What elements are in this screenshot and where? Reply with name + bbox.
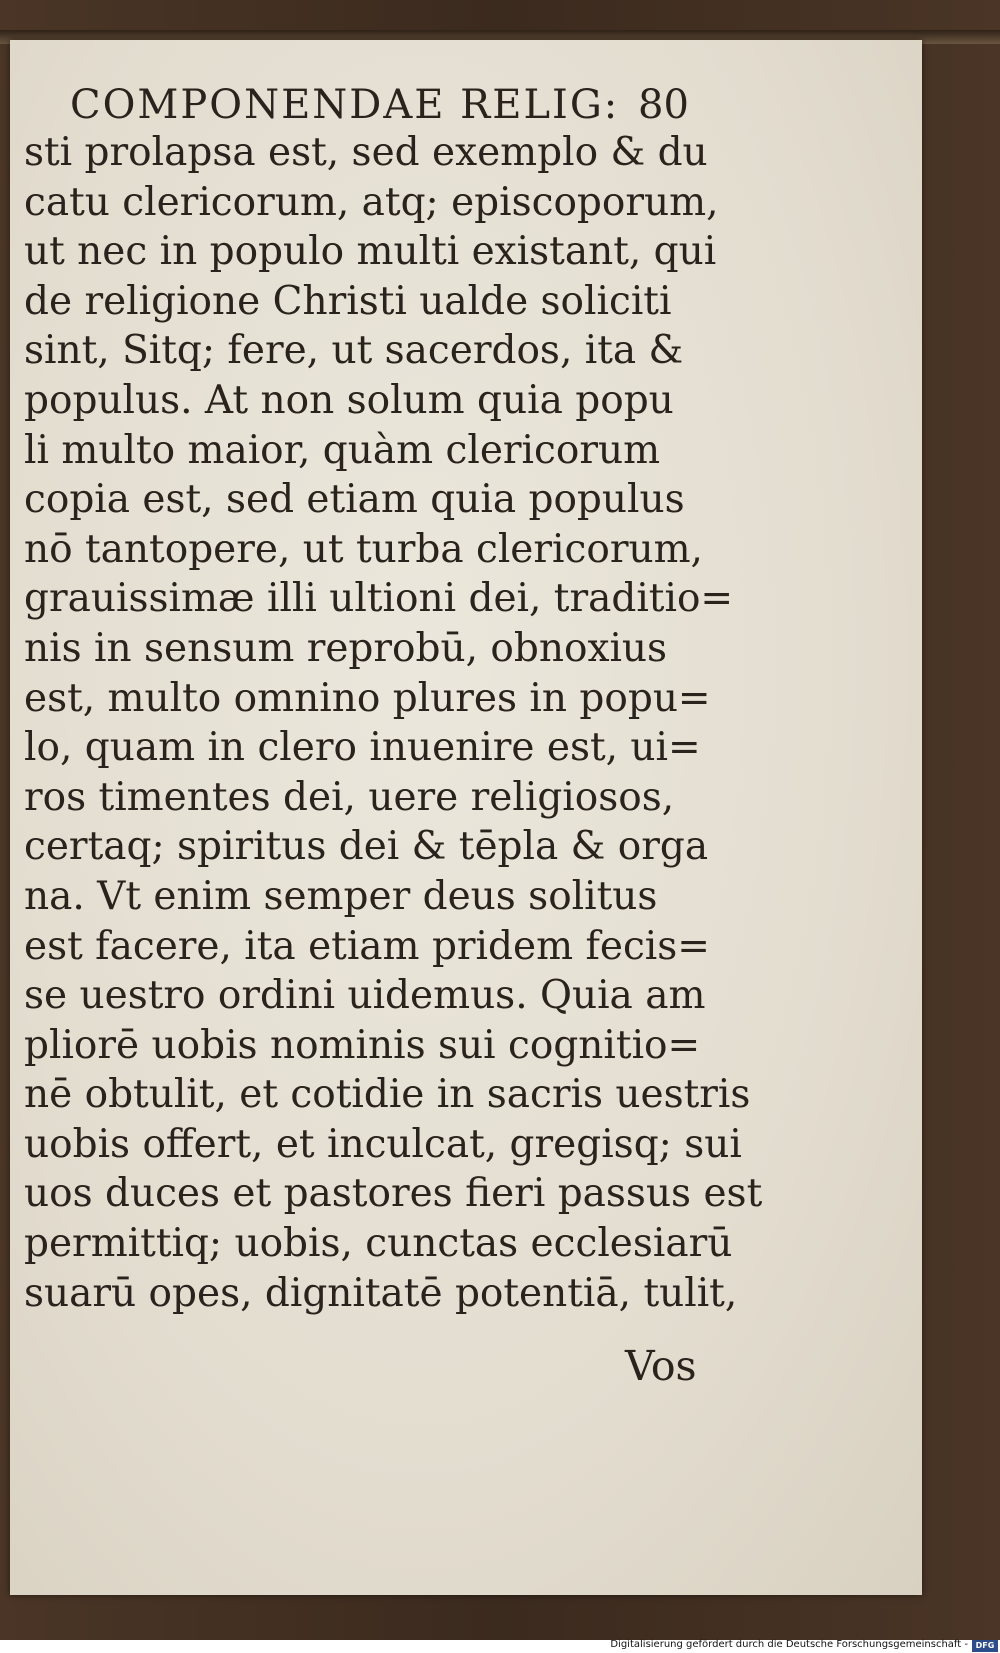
- text-line: permittiq; uobis, cunctas ecclesiarū: [24, 1221, 733, 1267]
- text-line: certaq; spiritus dei & tēpla & orga: [24, 824, 709, 870]
- footer: [0, 1640, 1000, 1653]
- text-line: li multo maior, quàm clericorum: [24, 427, 661, 473]
- text-line: lo, quam in clero inuenire est, ui=: [24, 725, 701, 771]
- text-line: ut nec in populo multi existant, qui: [24, 229, 717, 275]
- text-line: est facere, ita etiam pridem fecis=: [24, 923, 710, 969]
- text-line: uobis offert, et inculcat, gregisq; sui: [24, 1121, 742, 1167]
- folio-number: 80: [638, 82, 689, 128]
- text-line: suarū opes, dignitatē potentiā, tulit,: [24, 1270, 738, 1316]
- text-line: de religione Christi ualde soliciti: [24, 278, 672, 324]
- page-header: [70, 82, 690, 132]
- text-block: [24, 128, 763, 1318]
- text-line: grauissimæ illi ultioni dei, traditio=: [24, 576, 734, 622]
- text-line: sint, Sitq; fere, ut sacerdos, ita &: [24, 328, 684, 374]
- text-line: nō tantopere, ut turba clericorum,: [24, 526, 703, 572]
- text-line: na. Vt enim semper deus solitus: [24, 873, 658, 919]
- text-line: nē obtulit, et cotidie in sacris uestris: [24, 1072, 751, 1118]
- text-line: catu clericorum, atq; episcoporum,: [24, 179, 719, 225]
- text-line: sti prolapsa est, sed exemplo & du: [24, 130, 708, 175]
- text-line: se uestro ordini uidemus. Quia am: [24, 973, 706, 1019]
- footer-credit: Digitalisierung gefördert durch die Deutsche Forschungsgemeinschaft -: [610, 1639, 968, 1650]
- text-line: nis in sensum reprobū, obnoxius: [24, 625, 668, 671]
- text-line: copia est, sed etiam quia populus: [24, 477, 685, 523]
- running-title: COMPONENDAE RELIG:: [70, 82, 620, 128]
- text-line: uos duces et pastores fieri passus est: [24, 1171, 763, 1217]
- text-line: pliorē uobis nominis sui cognitio=: [24, 1022, 701, 1068]
- text-line: populus. At non solum quia popu: [24, 377, 674, 423]
- dfg-logo: DFG: [972, 1640, 998, 1652]
- text-line: ros timentes dei, uere religiosos,: [24, 774, 675, 820]
- catchword: Vos: [625, 1342, 697, 1390]
- text-line: est, multo omnino plures in popu=: [24, 675, 711, 721]
